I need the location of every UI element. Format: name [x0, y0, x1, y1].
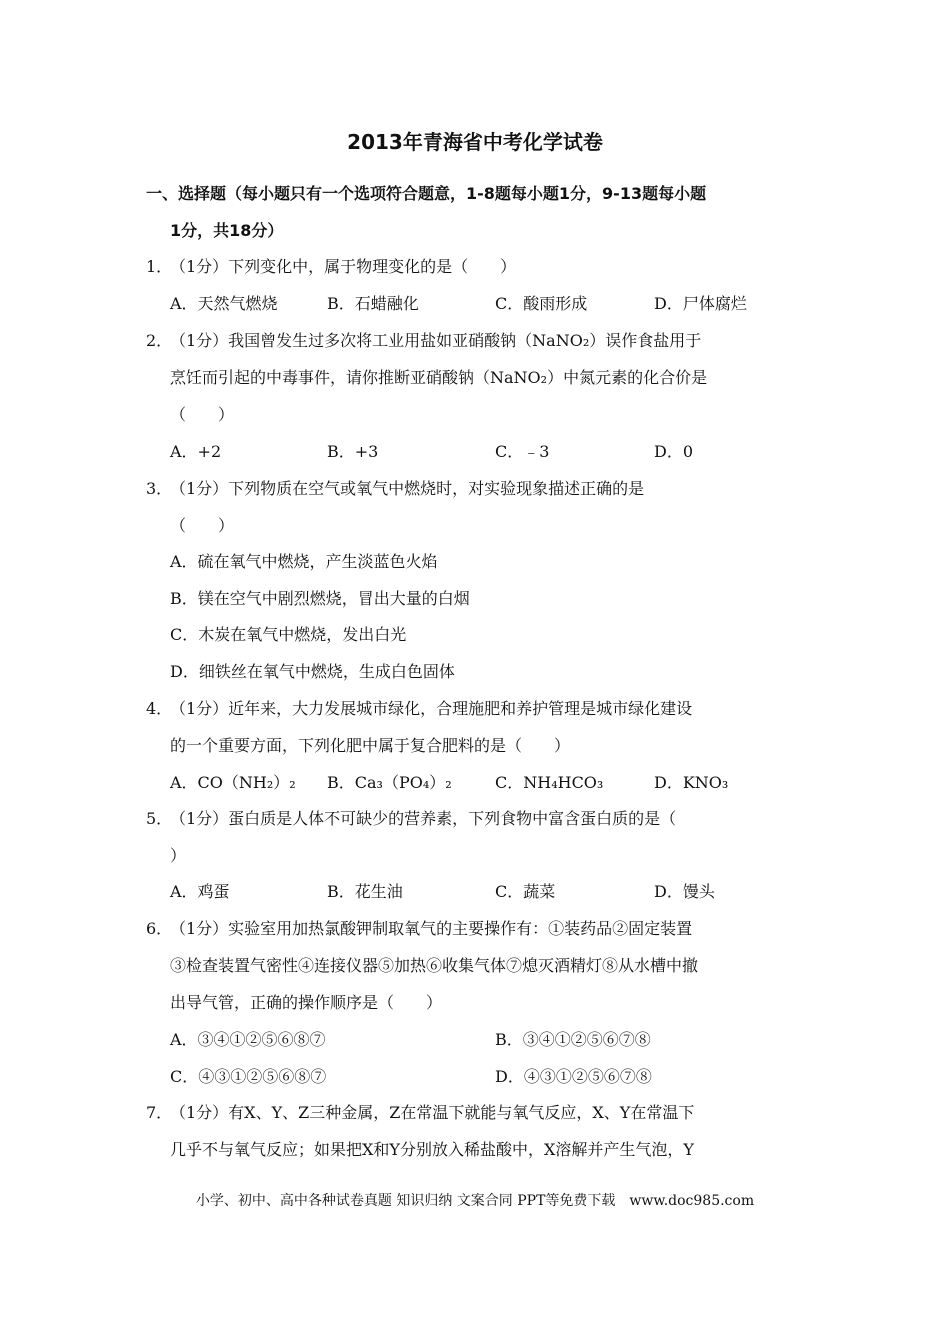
question-text: （1分）蛋白质是人体不可缺少的营养素，下列食物中富含蛋白质的是（	[170, 809, 677, 828]
question-5	[146, 800, 816, 874]
option-a: A．鸡蛋	[170, 882, 230, 901]
question-text: ③检查装置气密性④连接仪器⑤加热⑥收集气体⑦熄灭酒精灯⑧从水槽中撤	[170, 956, 699, 975]
option-c: C．酸雨形成	[495, 294, 588, 313]
question-text: 几乎不与氧气反应；如果把X和Y分别放入稀盐酸中，X溶解并产生气泡，Y	[170, 1140, 694, 1159]
option-b: B．花生油	[327, 882, 403, 901]
option-c: C．木炭在氧气中燃烧，发出白光	[170, 625, 407, 644]
question-text: 的一个重要方面，下列化肥中属于复合肥料的是（ ）	[170, 736, 571, 755]
page-title: 2013年青海省中考化学试卷	[347, 130, 603, 154]
question-text: （1分）我国曾发生过多次将工业用盐如亚硝酸钠（NaNO₂）误作食盐用于	[170, 331, 702, 350]
option-a: A．CO（NH₂）₂	[170, 773, 296, 792]
option-d: D．KNO₃	[654, 773, 729, 792]
question-text: （1分）实验室用加热氯酸钾制取氧气的主要操作有：①装药品②固定装置	[170, 919, 693, 938]
option-d: D．馒头	[654, 882, 715, 901]
option-b: B．石蜡融化	[327, 294, 419, 313]
option-d: D．④③①②⑤⑥⑦⑧	[495, 1067, 652, 1086]
question-6-options-row1	[170, 1021, 810, 1058]
question-number: 6．	[146, 919, 173, 938]
question-6	[146, 910, 816, 1021]
option-c: C．蔬菜	[495, 882, 556, 901]
question-text: （1分）近年来，大力发展城市绿化，合理施肥和养护管理是城市绿化建设	[170, 699, 693, 718]
section-heading	[146, 175, 816, 249]
question-6-options-row2	[170, 1058, 810, 1095]
option-a: A．天然气燃烧	[170, 294, 278, 313]
option-a: A．+2	[170, 442, 222, 461]
question-text: ）	[170, 846, 187, 865]
option-a: A．③④①②⑤⑥⑧⑦	[170, 1030, 326, 1049]
option-d: D．细铁丝在氧气中燃烧，生成白色固体	[170, 662, 455, 681]
option-c: C．NH₄HCO₃	[495, 773, 604, 792]
option-b: B．+3	[327, 442, 379, 461]
question-text: （1分）有X、Y、Z三种金属，Z在常温下就能与氧气反应，X、Y在常温下	[170, 1103, 695, 1122]
question-number: 5．	[146, 809, 173, 828]
question-number: 4．	[146, 699, 173, 718]
option-c: C．④③①②⑤⑥⑧⑦	[170, 1067, 327, 1086]
option-a: A．硫在氧气中燃烧，产生淡蓝色火焰	[170, 552, 438, 571]
question-text: （1分）下列物质在空气或氧气中燃烧时，对实验现象描述正确的是	[170, 479, 645, 498]
question-number: 2．	[146, 331, 173, 350]
page-footer: 小学、初中、高中各种试卷真题 知识归纳 文案合同 PPT等免费下载 www.doc985.com	[195, 1193, 755, 1209]
question-4	[146, 690, 816, 764]
question-7	[146, 1094, 816, 1168]
option-d: D．0	[654, 442, 694, 461]
option-b: B．Ca₃（PO₄）₂	[327, 773, 452, 792]
question-text: （ ）	[170, 405, 235, 424]
question-text: （1分）下列变化中，属于物理变化的是（ ）	[170, 257, 517, 276]
question-text: 出导气管，正确的操作顺序是（ ）	[170, 993, 443, 1012]
question-3	[146, 470, 816, 544]
question-number: 3．	[146, 479, 173, 498]
option-c: C．﹣3	[495, 442, 550, 461]
question-number: 7．	[146, 1103, 173, 1122]
question-number: 1．	[146, 257, 173, 276]
question-1	[146, 248, 816, 285]
question-5-options	[170, 873, 810, 910]
section-heading-line: 一、选择题（每小题只有一个选项符合题意，1-8题每小题1分，9-13题每小题	[146, 184, 707, 203]
question-1-options	[170, 285, 810, 322]
option-b: B．镁在空气中剧烈燃烧，冒出大量的白烟	[170, 589, 470, 608]
question-4-options	[170, 764, 810, 801]
question-text: （ ）	[170, 516, 235, 535]
question-text: 烹饪而引起的中毒事件，请你推断亚硝酸钠（NaNO₂）中氮元素的化合价是	[170, 368, 708, 387]
option-b: B．③④①②⑤⑥⑦⑧	[495, 1030, 651, 1049]
section-heading-line: 1分，共18分）	[170, 221, 284, 240]
question-2-options	[170, 433, 810, 470]
option-d: D．尸体腐烂	[654, 294, 747, 313]
question-2	[146, 322, 816, 433]
